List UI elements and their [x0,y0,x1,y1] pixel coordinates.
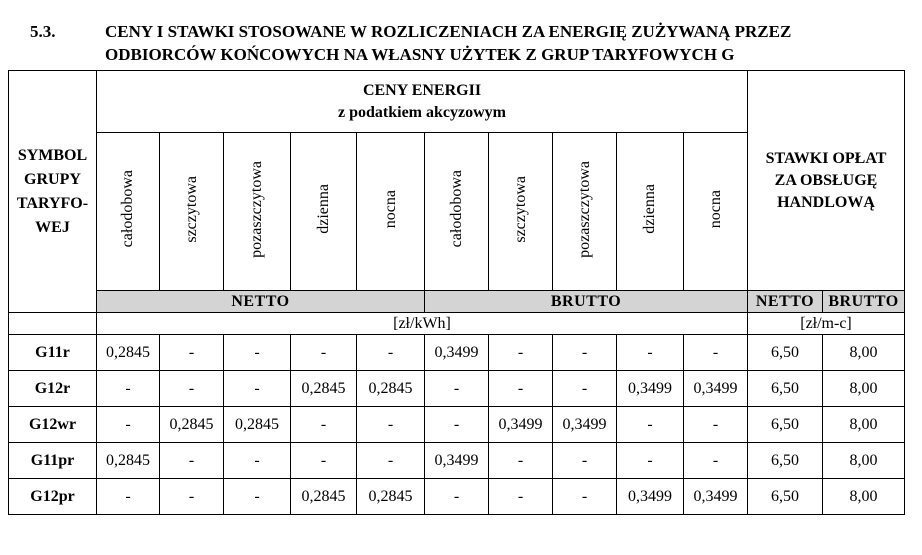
table-row [9,479,905,515]
table-cell: - [160,443,224,479]
table-cell: - [684,335,748,371]
table-cell: - [617,335,684,371]
zone-brutto-calodobowa: całodobowa [425,133,489,291]
table-cell: 8,00 [823,443,905,479]
table-cell: - [489,479,553,515]
table-cell: - [224,479,291,515]
tariff-table [8,70,905,515]
zone-netto-calodobowa: całodobowa [97,133,160,291]
table-cell: - [553,371,617,407]
table-row [9,407,905,443]
table-cell: - [160,371,224,407]
row-symbol: G11pr [9,443,97,479]
table-cell: - [553,479,617,515]
table-cell: - [684,443,748,479]
unit-empty-cell [9,313,97,335]
energy-prices-title: CENY ENERGII [362,81,482,99]
table-cell: - [97,371,160,407]
table-cell: - [224,371,291,407]
table-row [9,443,905,479]
table-row [9,335,905,371]
table-cell: - [617,407,684,443]
table-cell: 0,2845 [357,479,425,515]
table-cell: - [489,371,553,407]
row-symbol: G12r [9,371,97,407]
energy-prices-subtitle: z podatkiem akcyzowym [338,103,506,121]
table-cell: 8,00 [823,479,905,515]
section-title: CENY I STAWKI STOSOWANE W ROZLICZENIACH ZA ENERGIĘ ZUŻYWANĄ PRZEZ ODBIORCÓW KOŃCOWYCH NA WŁASNY UŻYTEK Z GRUP TARYFOWYCH G [105,22,792,64]
row-symbol: G11r [9,335,97,371]
table-cell: 0,3499 [617,371,684,407]
table-cell: - [684,407,748,443]
table-cell: 0,3499 [684,371,748,407]
zone-netto-nocna: nocna [357,133,425,291]
table-cell: - [160,479,224,515]
table-cell: 8,00 [823,371,905,407]
table-cell: - [357,407,425,443]
table-cell: - [425,479,489,515]
table-cell: 6,50 [748,479,823,515]
table-cell: 0,3499 [425,443,489,479]
table-cell: 0,3499 [684,479,748,515]
table-cell: 0,2845 [357,371,425,407]
table-cell: - [224,335,291,371]
row-symbol: G12wr [9,407,97,443]
table-cell: - [291,443,357,479]
table-cell: - [291,335,357,371]
fee-brutto-band: BRUTTO [823,291,905,313]
zone-brutto-dzienna: dzienna [617,133,684,291]
table-cell: 6,50 [748,443,823,479]
table-cell: - [97,479,160,515]
table-cell: 0,3499 [425,335,489,371]
table-cell: - [425,407,489,443]
table-cell: - [97,407,160,443]
zone-netto-szczytowa: szczytowa [160,133,224,291]
table-row [9,371,905,407]
table-cell: - [617,443,684,479]
table-cell: 8,00 [823,407,905,443]
fee-netto-band: NETTO [748,291,823,313]
section-number: 5.3. [30,22,56,41]
table-cell: 0,3499 [617,479,684,515]
table-cell: - [357,335,425,371]
row-symbol: G12pr [9,479,97,515]
table-cell: 0,2845 [291,479,357,515]
table-cell: 0,2845 [97,443,160,479]
table-cell: - [160,335,224,371]
table-cell: - [489,443,553,479]
zone-brutto-szczytowa: szczytowa [489,133,553,291]
fee-header: STAWKI OPŁAT ZA OBSŁUGĘ HANDLOWĄ [748,71,905,291]
netto-band: NETTO [97,291,425,313]
unit-fee: [zł/m-c] [748,313,905,335]
zone-brutto-nocna: nocna [684,133,748,291]
table-cell: - [489,335,553,371]
table-cell: - [224,443,291,479]
energy-prices-header [97,71,748,133]
table-cell: 0,2845 [291,371,357,407]
symbol-group-header: SYMBOL GRUPY TARYFO-WEJ [9,71,97,313]
table-cell: 6,50 [748,335,823,371]
unit-energy: [zł/kWh] [97,313,748,335]
table-cell: 0,3499 [489,407,553,443]
brutto-band: BRUTTO [425,291,748,313]
table-cell: 0,3499 [553,407,617,443]
table-cell: - [425,371,489,407]
table-cell: - [291,407,357,443]
table-cell: 0,2845 [160,407,224,443]
table-cell: 6,50 [748,407,823,443]
table-cell: 8,00 [823,335,905,371]
table-cell: 6,50 [748,371,823,407]
zone-netto-pozaszczytowa: pozaszczytowa [224,133,291,291]
zone-netto-dzienna: dzienna [291,133,357,291]
zone-brutto-pozaszczytowa: pozaszczytowa [553,133,617,291]
table-cell: 0,2845 [224,407,291,443]
table-cell: - [553,443,617,479]
table-cell: - [553,335,617,371]
table-cell: - [357,443,425,479]
table-cell: 0,2845 [97,335,160,371]
